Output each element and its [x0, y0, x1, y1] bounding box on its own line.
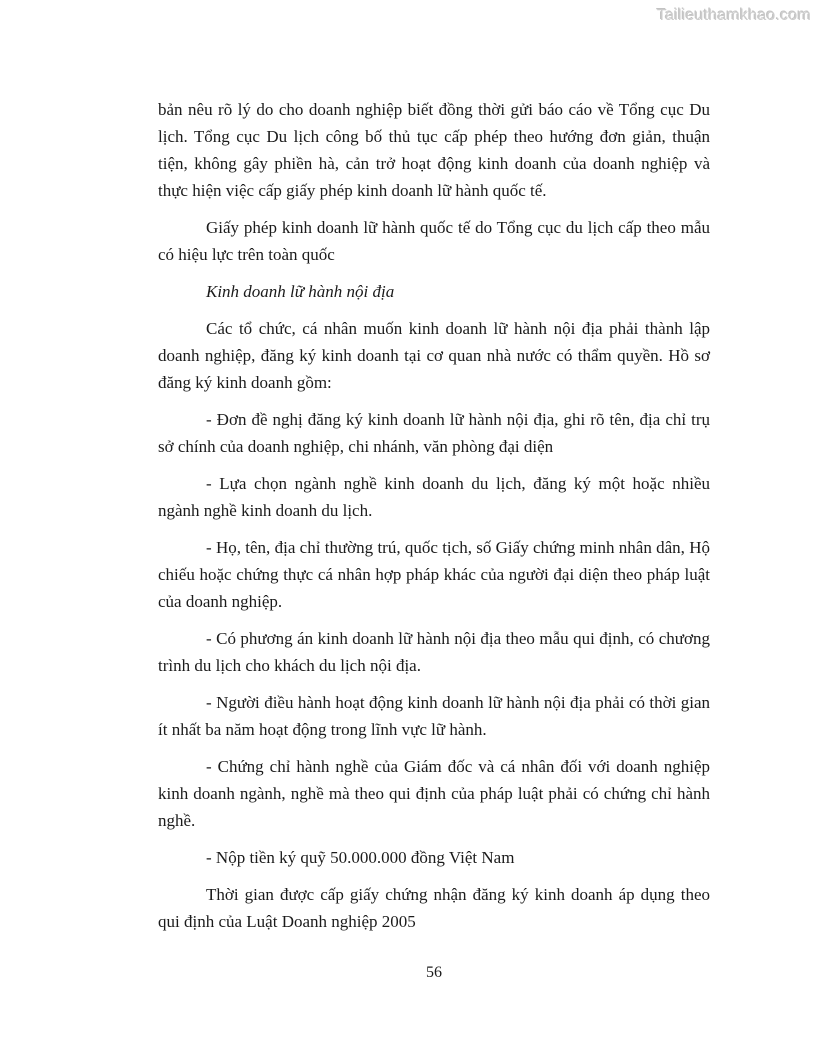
list-item: - Đơn đề nghị đăng ký kinh doanh lữ hành nội địa, ghi rõ tên, địa chỉ trụ sở chính của doanh nghiệp, chi nhánh, văn phòng đại diện [158, 410, 710, 456]
paragraph: bản nêu rõ lý do cho doanh nghiệp biết đồng thời gửi báo cáo về Tổng cục Du lịch. Tổng cục Du lịch công bố thủ tục cấp phép theo hướng đơn giản, thuận tiện, không gây phiền hà, cản trở hoạt động kinh doanh của doanh nghiệp và thực hiện việc cấp giấy phép kinh doanh lữ hành quốc tế. [158, 100, 710, 200]
page-number: 56 [426, 964, 442, 981]
paragraph: Giấy phép kinh doanh lữ hành quốc tế do Tổng cục du lịch cấp theo mẫu có hiệu lực trên toàn quốc [158, 218, 710, 264]
list-item: - Có phương án kinh doanh lữ hành nội địa theo mẫu qui định, có chương trình du lịch cho khách du lịch nội địa. [158, 629, 710, 675]
list-item: - Họ, tên, địa chỉ thường trú, quốc tịch, số Giấy chứng minh nhân dân, Hộ chiếu hoặc chứng thực cá nhân hợp pháp khác của người đại diện theo pháp luật của doanh nghiệp. [158, 538, 710, 611]
paragraph: Các tổ chức, cá nhân muốn kinh doanh lữ hành nội địa phải thành lập doanh nghiệp, đăng ký kinh doanh tại cơ quan nhà nước có thẩm quyền. Hồ sơ đăng ký kinh doanh gồm: [158, 319, 710, 392]
section-heading: Kinh doanh lữ hành nội địa [206, 282, 395, 301]
list-item: - Nộp tiền ký quỹ 50.000.000 đồng Việt Nam [206, 848, 515, 867]
list-item: - Người điều hành hoạt động kinh doanh lữ hành nội địa phải có thời gian ít nhất ba năm hoạt động trong lĩnh vực lữ hành. [158, 693, 710, 739]
document-content [158, 96, 710, 945]
watermark: Tailieuthamkhao.com [656, 7, 811, 24]
list-item: - Lựa chọn ngành nghề kinh doanh du lịch, đăng ký một hoặc nhiều ngành nghề kinh doanh du lịch. [158, 474, 710, 520]
list-item: - Chứng chỉ hành nghề của Giám đốc và cá nhân đối với doanh nghiệp kinh doanh ngành, nghề mà theo qui định của pháp luật phải có chứng chỉ hành nghề. [158, 757, 710, 830]
paragraph: Thời gian được cấp giấy chứng nhận đăng ký kinh doanh áp dụng theo qui định của Luật Doanh nghiệp 2005 [158, 885, 710, 931]
